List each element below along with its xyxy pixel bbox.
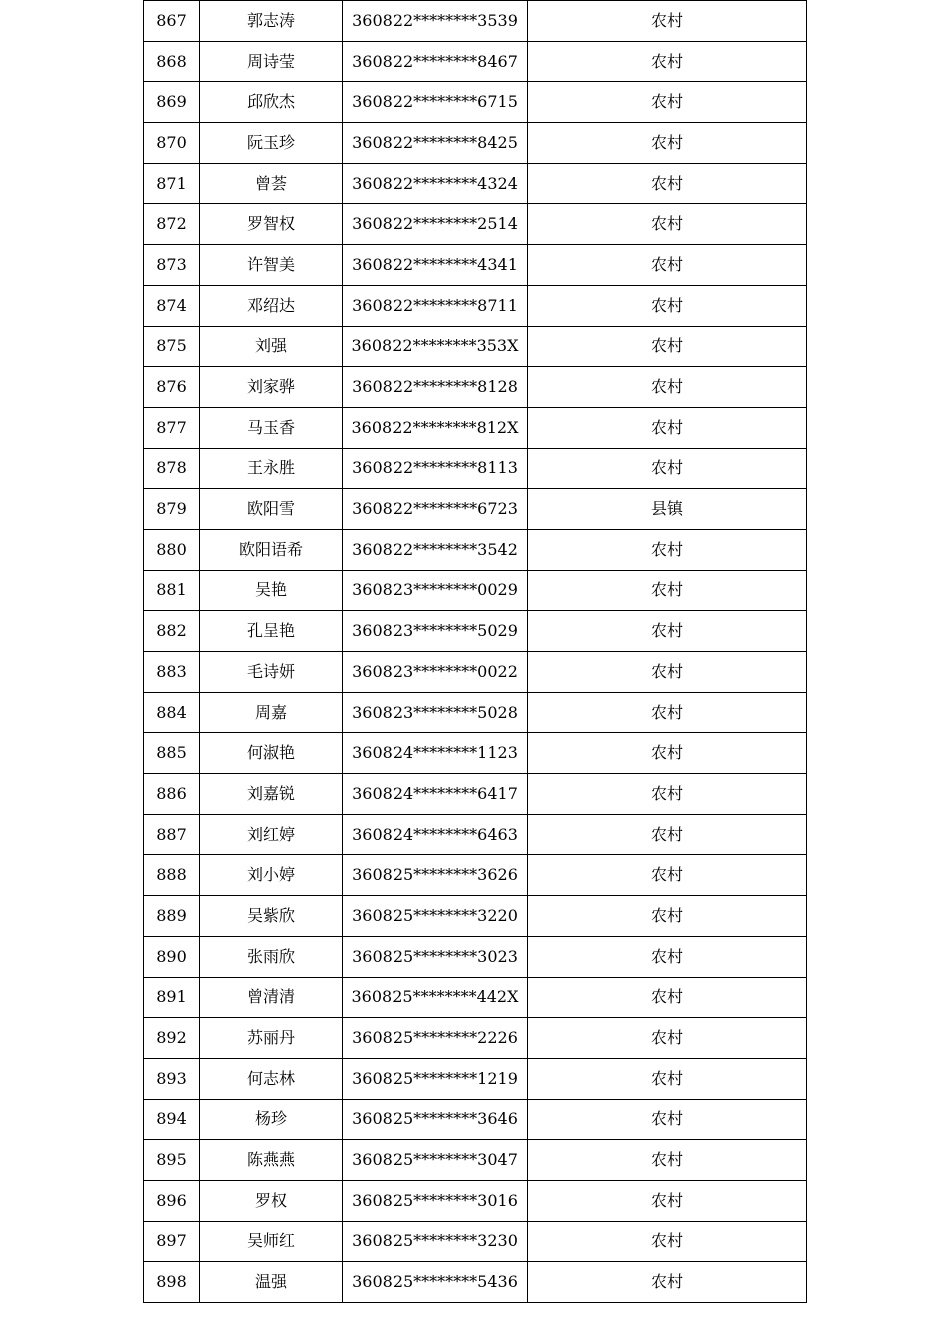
row-number: 893 xyxy=(144,1058,200,1099)
residence-type: 农村 xyxy=(528,285,807,326)
row-number: 876 xyxy=(144,367,200,408)
residence-type: 农村 xyxy=(528,529,807,570)
table-row xyxy=(144,1180,807,1221)
residence-type: 农村 xyxy=(528,977,807,1018)
table-row xyxy=(144,41,807,82)
residence-type: 农村 xyxy=(528,1058,807,1099)
person-name: 孔呈艳 xyxy=(200,611,343,652)
id-number: 360825********3023 xyxy=(343,936,528,977)
residence-type: 农村 xyxy=(528,855,807,896)
person-name: 何淑艳 xyxy=(200,733,343,774)
table-row xyxy=(144,692,807,733)
person-name: 毛诗妍 xyxy=(200,652,343,693)
table-row xyxy=(144,814,807,855)
row-number: 870 xyxy=(144,123,200,164)
table-row xyxy=(144,448,807,489)
person-name: 阮玉珍 xyxy=(200,123,343,164)
residence-type: 农村 xyxy=(528,82,807,123)
table-row xyxy=(144,82,807,123)
person-name: 邓绍达 xyxy=(200,285,343,326)
residence-type: 农村 xyxy=(528,692,807,733)
residence-type: 农村 xyxy=(528,1,807,42)
person-name: 吴师红 xyxy=(200,1221,343,1262)
row-number: 883 xyxy=(144,652,200,693)
table-row xyxy=(144,163,807,204)
person-name: 许智美 xyxy=(200,245,343,286)
residence-type: 农村 xyxy=(528,652,807,693)
person-name: 温强 xyxy=(200,1262,343,1303)
person-name: 郭志涛 xyxy=(200,1,343,42)
person-name: 刘嘉锐 xyxy=(200,774,343,815)
residence-type: 农村 xyxy=(528,1221,807,1262)
row-number: 879 xyxy=(144,489,200,530)
residence-type: 农村 xyxy=(528,570,807,611)
row-number: 886 xyxy=(144,774,200,815)
id-number: 360822********2514 xyxy=(343,204,528,245)
person-name: 苏丽丹 xyxy=(200,1018,343,1059)
table-row xyxy=(144,326,807,367)
id-number: 360823********5028 xyxy=(343,692,528,733)
table-row xyxy=(144,367,807,408)
residence-type: 农村 xyxy=(528,245,807,286)
person-name: 张雨欣 xyxy=(200,936,343,977)
person-name: 刘强 xyxy=(200,326,343,367)
table-row xyxy=(144,1262,807,1303)
person-name: 刘小婷 xyxy=(200,855,343,896)
id-number: 360822********6723 xyxy=(343,489,528,530)
row-number: 888 xyxy=(144,855,200,896)
table-row xyxy=(144,245,807,286)
person-name: 吴紫欣 xyxy=(200,896,343,937)
row-number: 874 xyxy=(144,285,200,326)
id-number: 360825********1219 xyxy=(343,1058,528,1099)
row-number: 875 xyxy=(144,326,200,367)
table-row xyxy=(144,1140,807,1181)
residence-type: 农村 xyxy=(528,163,807,204)
person-name: 刘红婷 xyxy=(200,814,343,855)
roster-table xyxy=(143,0,807,1303)
row-number: 890 xyxy=(144,936,200,977)
person-name: 欧阳语希 xyxy=(200,529,343,570)
table-row xyxy=(144,733,807,774)
person-name: 曾荟 xyxy=(200,163,343,204)
residence-type: 农村 xyxy=(528,41,807,82)
table-row xyxy=(144,1018,807,1059)
table-row xyxy=(144,977,807,1018)
table-row xyxy=(144,1099,807,1140)
table-row xyxy=(144,123,807,164)
id-number: 360825********3230 xyxy=(343,1221,528,1262)
residence-type: 农村 xyxy=(528,774,807,815)
id-number: 360824********6417 xyxy=(343,774,528,815)
id-number: 360825********442X xyxy=(343,977,528,1018)
table-row xyxy=(144,1,807,42)
person-name: 马玉香 xyxy=(200,407,343,448)
person-name: 刘家骅 xyxy=(200,367,343,408)
id-number: 360825********2226 xyxy=(343,1018,528,1059)
row-number: 877 xyxy=(144,407,200,448)
id-number: 360825********5436 xyxy=(343,1262,528,1303)
table-row xyxy=(144,936,807,977)
row-number: 885 xyxy=(144,733,200,774)
id-number: 360825********3047 xyxy=(343,1140,528,1181)
residence-type: 农村 xyxy=(528,1262,807,1303)
id-number: 360822********3542 xyxy=(343,529,528,570)
row-number: 887 xyxy=(144,814,200,855)
person-name: 曾清清 xyxy=(200,977,343,1018)
row-number: 894 xyxy=(144,1099,200,1140)
residence-type: 农村 xyxy=(528,611,807,652)
row-number: 872 xyxy=(144,204,200,245)
table-row xyxy=(144,570,807,611)
residence-type: 农村 xyxy=(528,896,807,937)
residence-type: 农村 xyxy=(528,448,807,489)
row-number: 895 xyxy=(144,1140,200,1181)
id-number: 360823********0022 xyxy=(343,652,528,693)
row-number: 871 xyxy=(144,163,200,204)
row-number: 897 xyxy=(144,1221,200,1262)
row-number: 898 xyxy=(144,1262,200,1303)
id-number: 360824********1123 xyxy=(343,733,528,774)
table-row xyxy=(144,774,807,815)
id-number: 360822********353X xyxy=(343,326,528,367)
row-number: 881 xyxy=(144,570,200,611)
residence-type: 农村 xyxy=(528,367,807,408)
person-name: 邱欣杰 xyxy=(200,82,343,123)
id-number: 360822********4324 xyxy=(343,163,528,204)
residence-type: 农村 xyxy=(528,1180,807,1221)
row-number: 889 xyxy=(144,896,200,937)
id-number: 360822********812X xyxy=(343,407,528,448)
table-row xyxy=(144,1221,807,1262)
row-number: 882 xyxy=(144,611,200,652)
residence-type: 农村 xyxy=(528,326,807,367)
table-row xyxy=(144,285,807,326)
table-row xyxy=(144,489,807,530)
id-number: 360822********8425 xyxy=(343,123,528,164)
table-row xyxy=(144,529,807,570)
residence-type: 农村 xyxy=(528,204,807,245)
residence-type: 农村 xyxy=(528,1018,807,1059)
table-row xyxy=(144,204,807,245)
person-name: 陈燕燕 xyxy=(200,1140,343,1181)
id-number: 360825********3646 xyxy=(343,1099,528,1140)
row-number: 884 xyxy=(144,692,200,733)
row-number: 867 xyxy=(144,1,200,42)
person-name: 罗权 xyxy=(200,1180,343,1221)
person-name: 王永胜 xyxy=(200,448,343,489)
table-row xyxy=(144,855,807,896)
id-number: 360825********3016 xyxy=(343,1180,528,1221)
id-number: 360823********5029 xyxy=(343,611,528,652)
id-number: 360822********8128 xyxy=(343,367,528,408)
row-number: 896 xyxy=(144,1180,200,1221)
residence-type: 县镇 xyxy=(528,489,807,530)
row-number: 873 xyxy=(144,245,200,286)
table-row xyxy=(144,611,807,652)
person-name: 周嘉 xyxy=(200,692,343,733)
id-number: 360822********4341 xyxy=(343,245,528,286)
residence-type: 农村 xyxy=(528,1099,807,1140)
id-number: 360823********0029 xyxy=(343,570,528,611)
person-name: 何志林 xyxy=(200,1058,343,1099)
row-number: 880 xyxy=(144,529,200,570)
person-name: 罗智权 xyxy=(200,204,343,245)
id-number: 360822********8113 xyxy=(343,448,528,489)
person-name: 欧阳雪 xyxy=(200,489,343,530)
row-number: 891 xyxy=(144,977,200,1018)
person-name: 周诗莹 xyxy=(200,41,343,82)
table-row xyxy=(144,407,807,448)
row-number: 892 xyxy=(144,1018,200,1059)
id-number: 360822********3539 xyxy=(343,1,528,42)
roster-body xyxy=(144,1,807,1303)
id-number: 360824********6463 xyxy=(343,814,528,855)
residence-type: 农村 xyxy=(528,936,807,977)
table-row xyxy=(144,652,807,693)
person-name: 吴艳 xyxy=(200,570,343,611)
id-number: 360825********3626 xyxy=(343,855,528,896)
person-name: 杨珍 xyxy=(200,1099,343,1140)
row-number: 869 xyxy=(144,82,200,123)
id-number: 360822********6715 xyxy=(343,82,528,123)
residence-type: 农村 xyxy=(528,733,807,774)
id-number: 360825********3220 xyxy=(343,896,528,937)
residence-type: 农村 xyxy=(528,1140,807,1181)
residence-type: 农村 xyxy=(528,123,807,164)
residence-type: 农村 xyxy=(528,407,807,448)
id-number: 360822********8711 xyxy=(343,285,528,326)
row-number: 868 xyxy=(144,41,200,82)
residence-type: 农村 xyxy=(528,814,807,855)
id-number: 360822********8467 xyxy=(343,41,528,82)
row-number: 878 xyxy=(144,448,200,489)
table-row xyxy=(144,896,807,937)
table-row xyxy=(144,1058,807,1099)
